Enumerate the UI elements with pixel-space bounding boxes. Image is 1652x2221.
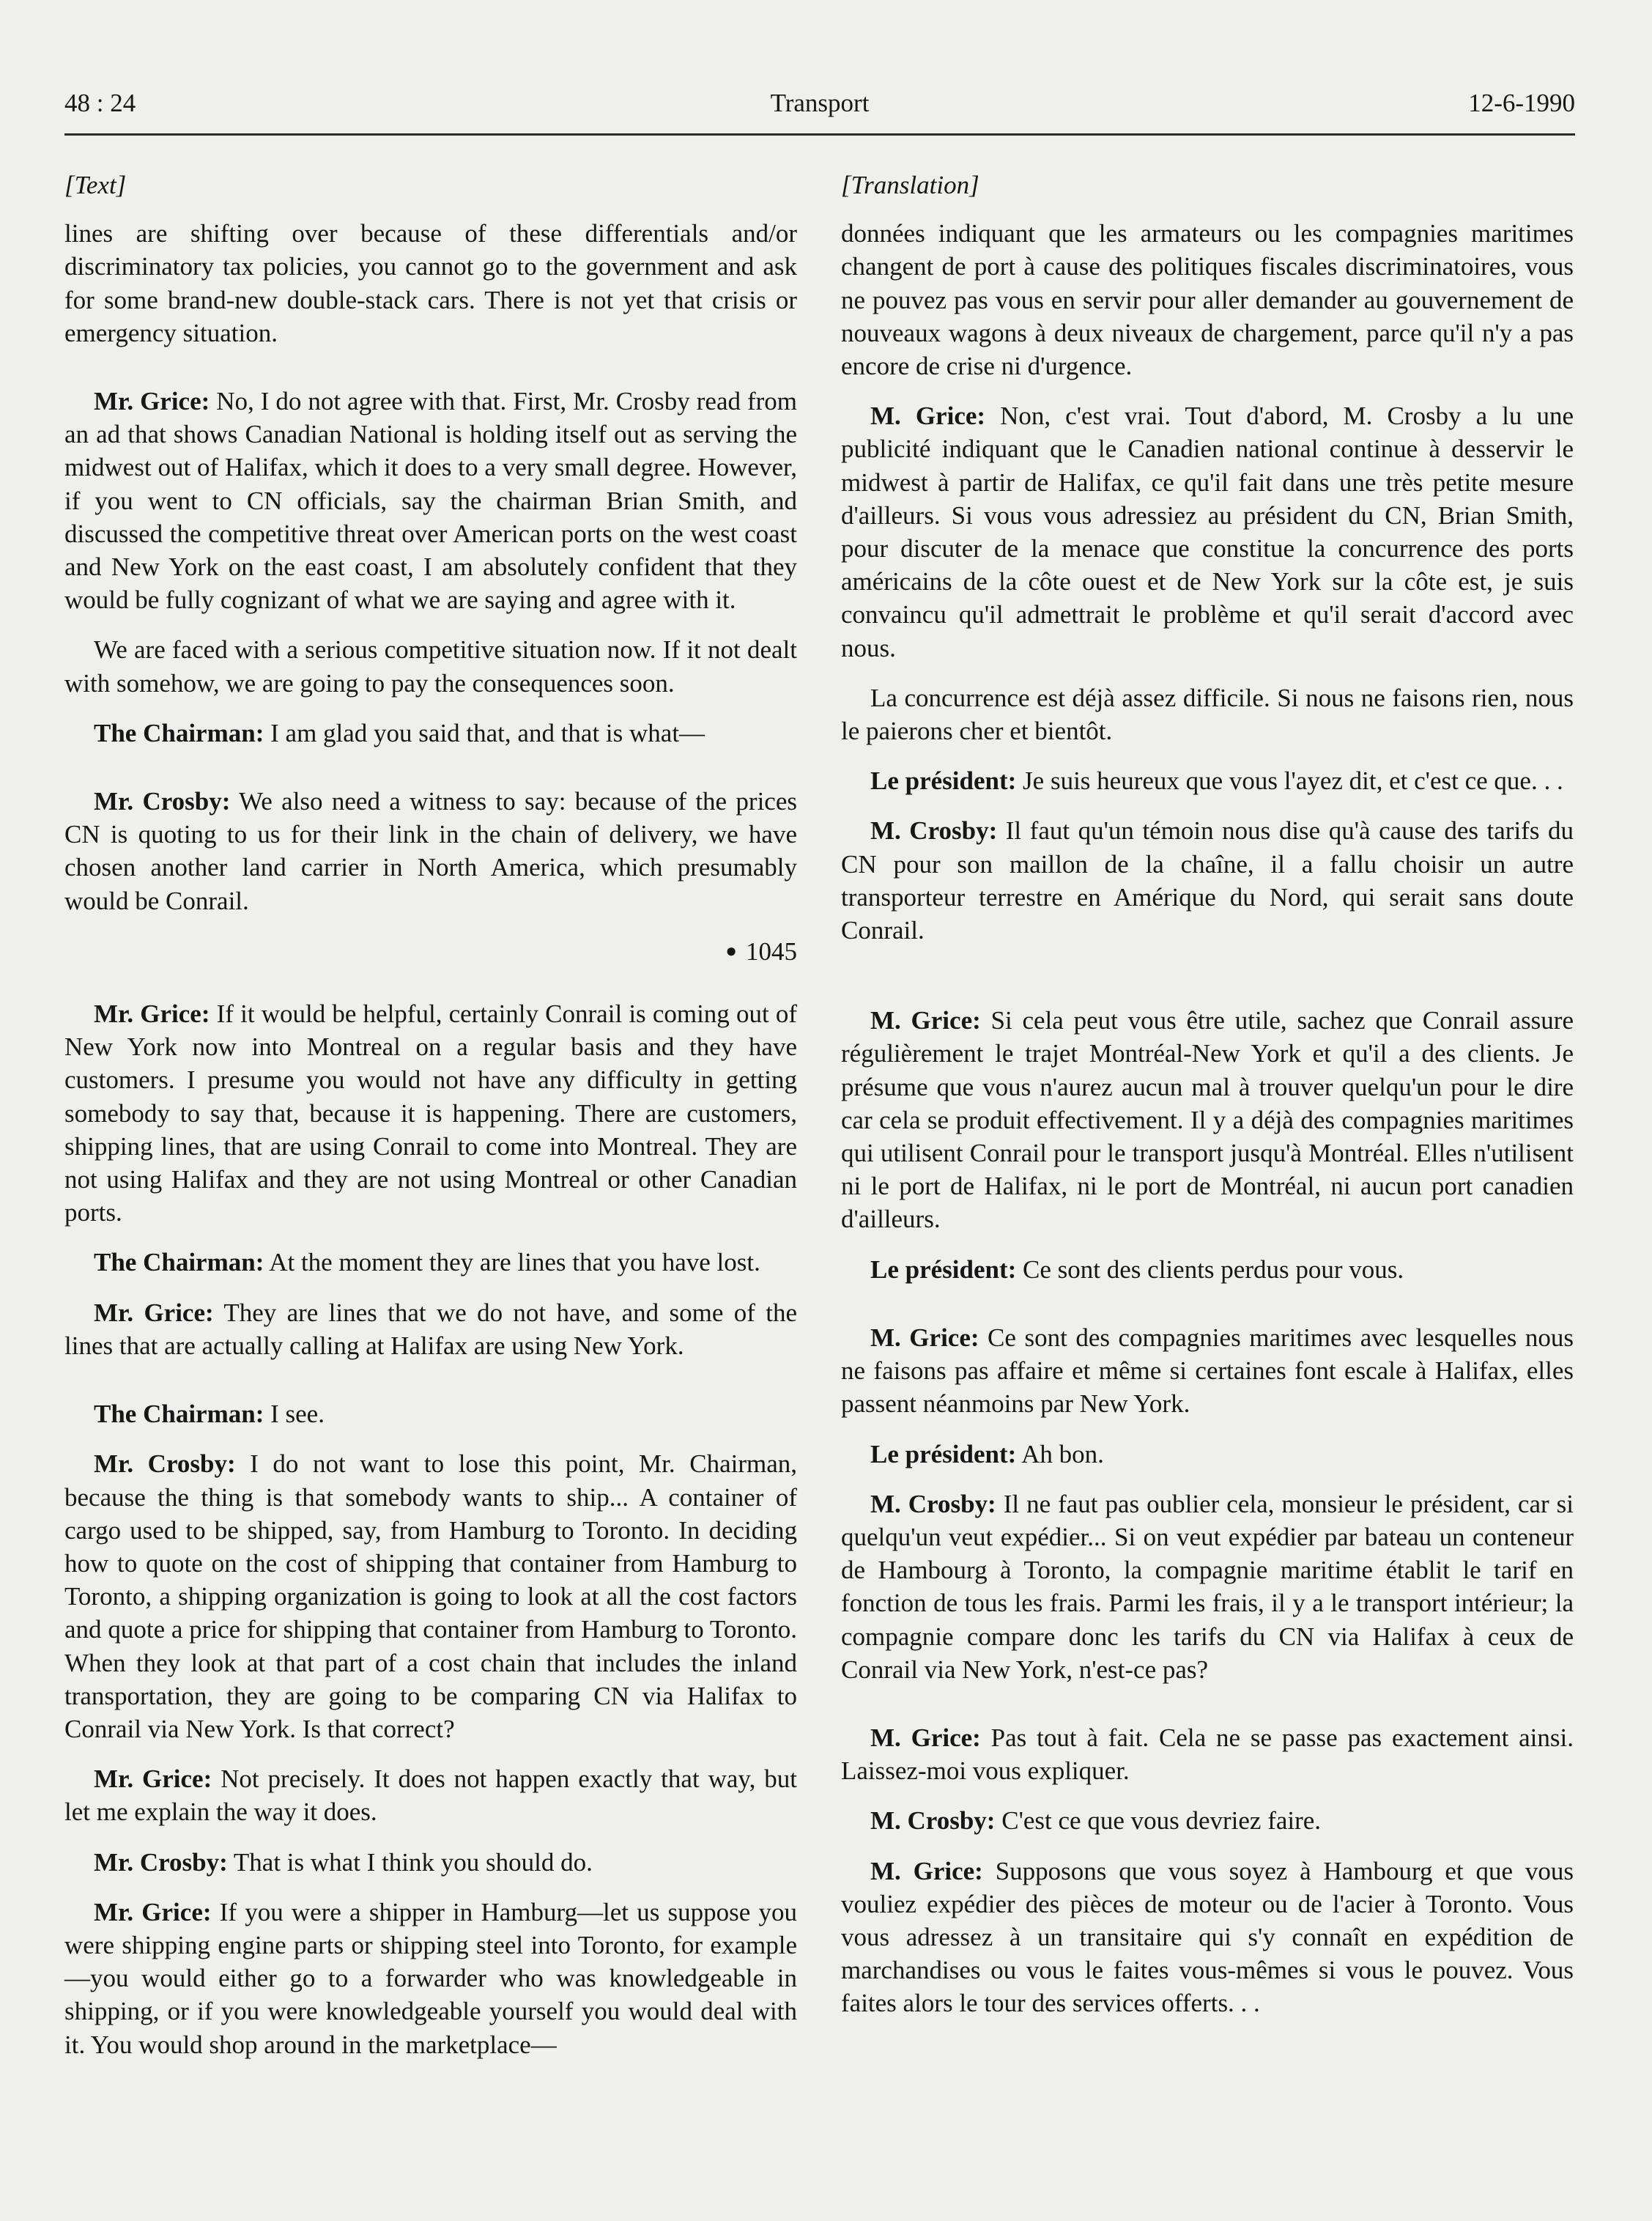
- paragraph: [841, 814, 1574, 947]
- page-reference: 48 : 24: [64, 89, 136, 117]
- page-header: [64, 86, 1575, 136]
- header-date: 12-6-1990: [1468, 89, 1575, 117]
- speaker-name: Le président:: [870, 1439, 1017, 1468]
- paragraph-text: I see.: [264, 1400, 325, 1429]
- bullet-icon: ●: [725, 939, 737, 961]
- paragraph: [841, 399, 1574, 665]
- speaker-name: Mr. Grice:: [94, 1897, 212, 1926]
- speaker-name: Mr. Grice:: [94, 999, 210, 1029]
- speaker-name: Mr. Crosby:: [94, 787, 231, 816]
- paragraph: [841, 681, 1574, 747]
- paragraph: [64, 1397, 797, 1430]
- paragraph: [64, 633, 797, 699]
- paragraph: [64, 385, 797, 616]
- paragraph-text: C'est ce que vous devriez faire.: [995, 1806, 1322, 1836]
- speaker-name: Mr. Grice:: [94, 387, 210, 416]
- paragraph: [841, 1488, 1574, 1686]
- paragraph-text: We also need a witness to say: because of the prices CN is quoting to us for their link in the chain of delivery, we have chosen another land carrier in North America, which presumably would be Conrail.: [64, 787, 797, 915]
- paragraph-text: Not precisely. It does not happen exactly that way, but let me explain the way it does.: [64, 1764, 797, 1827]
- paragraph-text: Il faut qu'un témoin nous dise qu'à cause des tarifs du CN pour son maillon de la chaîne, il a fallu choisir un autre transporteur terrestre en Amérique du Nord, qui serait sans doute Conrail.: [841, 816, 1574, 945]
- time-marker-label: 1045: [746, 936, 797, 966]
- paragraph-text: I am glad you said that, and that is what—: [264, 718, 705, 747]
- paragraph: [64, 1246, 797, 1279]
- speaker-name: M. Crosby:: [870, 1806, 996, 1836]
- paragraph-text: Ah bon.: [1016, 1439, 1104, 1468]
- speaker-name: Mr. Crosby:: [94, 1449, 236, 1479]
- paragraph-text: No, I do not agree with that. First, Mr. Crosby read from an ad that shows Canadian National is holding itself out as serving the midwest out of Halifax, which it does to a very small degree. However, if you went to CN officials, say the chairman Brian Smith, and discussed the competitive threat over American ports on the west coast and New York on the east coast, I am absolutely confident that they would be fully cognizant of what we are saying and agree with it.: [64, 387, 797, 615]
- paragraph-text: If it would be helpful, certainly Conrail is coming out of New York now into Montreal on a regular basis and they have customers. I presume you would not have any difficulty in getting somebody to say that, because it is happening. There are customers, shipping lines, that are using Conrail to come into Montreal. They are not using Halifax and they are not using Montreal or other Canadian ports.: [64, 999, 797, 1227]
- paragraph: [841, 1721, 1574, 1787]
- paragraph: [841, 1438, 1574, 1471]
- paragraph: [64, 1762, 797, 1828]
- paragraph: [64, 217, 797, 350]
- paragraph-text: If you were a shipper in Hamburg—let us suppose you were shipping engine parts or shipping steel into Toronto, for example—you would either go to a forwarder who was knowledgeable in shipping, or if you were knowledgeable yourself you would deal with it. You would shop around in the marketplace—: [64, 1897, 797, 2059]
- paragraph-text: I do not want to lose this point, Mr. Chairman, because the thing is that somebody wants to ship... A container of cargo used to be shipped, say, from Hamburg to Toronto. In deciding how to quote on the cost of shipping that container from Hamburg to Toronto, a shipping organization is going to look at all the cost factors and quote a price for shipping that container from Hamburg to Toronto. When they look at that part of a cost chain that includes the inland transportation, they are going to be comparing CN via Halifax to Conrail via New York. Is that correct?: [64, 1449, 797, 1743]
- paragraph: [841, 1804, 1574, 1837]
- time-marker: [64, 934, 797, 968]
- speaker-name: M. Crosby:: [870, 1489, 996, 1518]
- paragraph: [64, 785, 797, 917]
- paragraph-text: Pas tout à fait. Cela ne se passe pas exactement ainsi. Laissez-moi vous expliquer.: [841, 1723, 1574, 1786]
- paragraph: [64, 1447, 797, 1745]
- paragraph-text: Ce sont des compagnies maritimes avec lesquelles nous ne faisons pas affaire et même si certaines font escale à Halifax, elles passent néanmoins par New York.: [841, 1323, 1574, 1419]
- speaker-name: Mr. Grice:: [94, 1764, 212, 1794]
- speaker-name: Mr. Crosby:: [94, 1847, 228, 1877]
- running-title: Transport: [770, 89, 870, 117]
- paragraph: [841, 1855, 1574, 2020]
- paragraph-text: They are lines that we do not have, and some of the lines that are actually calling at Halifax are using New York.: [64, 1298, 797, 1360]
- paragraph-text: Si cela peut vous être utile, sachez que Conrail assure régulièrement le trajet Montréal-New York et qu'il a des clients. Je présume que vous n'aurez aucun mal à trouver quelqu'un pour le dire car cela se produit effectivement. Il y a déjà des compagnies maritimes qui utilisent Conrail pour le transport jusqu'à Montréal. Elles n'utilisent ni le port de Halifax, ni le port de Montréal, ni aucun port canadien d'ailleurs.: [841, 1006, 1574, 1234]
- paragraph-text: At the moment they are lines that you have lost.: [264, 1248, 760, 1277]
- paragraph-text: We are faced with a serious competitive situation now. If it not dealt with somehow, we are going to pay the consequences soon.: [64, 635, 797, 698]
- speaker-name: M. Grice:: [870, 1856, 983, 1885]
- paragraph-text: Je suis heureux que vous l'ayez dit, et c'est ce que. . .: [1016, 766, 1563, 796]
- paragraph: [841, 1321, 1574, 1421]
- speaker-name: M. Grice:: [870, 1323, 979, 1352]
- paragraph-text: Ce sont des clients perdus pour vous.: [1016, 1254, 1404, 1284]
- speaker-name: The Chairman:: [94, 1248, 264, 1277]
- paragraph: [64, 1896, 797, 2061]
- speaker-name: Mr. Grice:: [94, 1298, 214, 1327]
- speaker-name: The Chairman:: [94, 718, 264, 747]
- paragraph: [841, 764, 1574, 797]
- column-label: [Translation]: [841, 171, 979, 199]
- paragraph-text: Il ne faut pas oublier cela, monsieur le président, car si quelqu'un veut expédier... Si on veut expédier par bateau un conteneur de Hambourg à Toronto, la compagnie maritime établit le tarif en fonction de tous les frais. Parmi les frais, il y a le transport intérieur; la compagnie compare donc les tarifs du CN via Halifax à ceux de Conrail via New York, n'est-ce pas?: [841, 1489, 1574, 1684]
- speaker-name: Le président:: [870, 766, 1017, 796]
- paragraph-text: Supposons que vous soyez à Hambourg et que vous vouliez expédier des pièces de moteur ou de l'acier à Toronto. Vous vous adressez à un transitaire qui s'y connaît en expédition de marchandises ou vous le faites vous-mêmes si vous le pouvez. Vous faites alors le tour des services offerts. . .: [841, 1856, 1574, 2018]
- english-column: [64, 169, 797, 2078]
- paragraph-text: lines are shifting over because of these differentials and/or discriminatory tax policies, you cannot go to the government and ask for some brand-new double-stack cars. There is not yet that crisis or emergency situation.: [64, 219, 797, 347]
- speaker-name: M. Grice:: [870, 1006, 981, 1035]
- speaker-name: Le président:: [870, 1254, 1017, 1284]
- paragraph: [841, 1253, 1574, 1286]
- paragraph: [841, 1004, 1574, 1235]
- paragraph: [64, 717, 797, 750]
- paragraph-text: That is what I think you should do.: [227, 1847, 593, 1877]
- paragraph-text: La concurrence est déjà assez difficile. Si nous ne faisons rien, nous le paierons cher et bientôt.: [841, 683, 1574, 746]
- french-column: [841, 169, 1574, 2037]
- speaker-name: M. Grice:: [870, 402, 986, 431]
- paragraph-text: Non, c'est vrai. Tout d'abord, M. Crosby a lu une publicité indiquant que le Canadien national continue à desservir le midwest à partir de Halifax, ce qu'il fait dans une très petite mesure d'ailleurs. Si vous vous adressiez au président du CN, Brian Smith, pour discuter de la menace que constitue la concurrence des ports américains de la côte ouest et de New York sur la côte est, je suis convaincu qu'il admettrait le problème et qu'il serait d'accord avec nous.: [841, 402, 1574, 662]
- column-label: [Text]: [64, 171, 127, 199]
- paragraph: [64, 997, 797, 1229]
- paragraph: [64, 1846, 797, 1879]
- speaker-name: M. Crosby:: [870, 816, 998, 846]
- speaker-name: The Chairman:: [94, 1400, 264, 1429]
- paragraph-text: données indiquant que les armateurs ou les compagnies maritimes changent de port à cause des politiques fiscales discriminatoires, vous ne pouvez pas vous en servir pour aller demander au gouvernement de nouveaux wagons à deux niveaux de chargement, parce qu'il n'y a pas encore de crise ni d'urgence.: [841, 219, 1574, 381]
- paragraph: [64, 1296, 797, 1362]
- paragraph: [841, 217, 1574, 383]
- speaker-name: M. Grice:: [870, 1723, 981, 1752]
